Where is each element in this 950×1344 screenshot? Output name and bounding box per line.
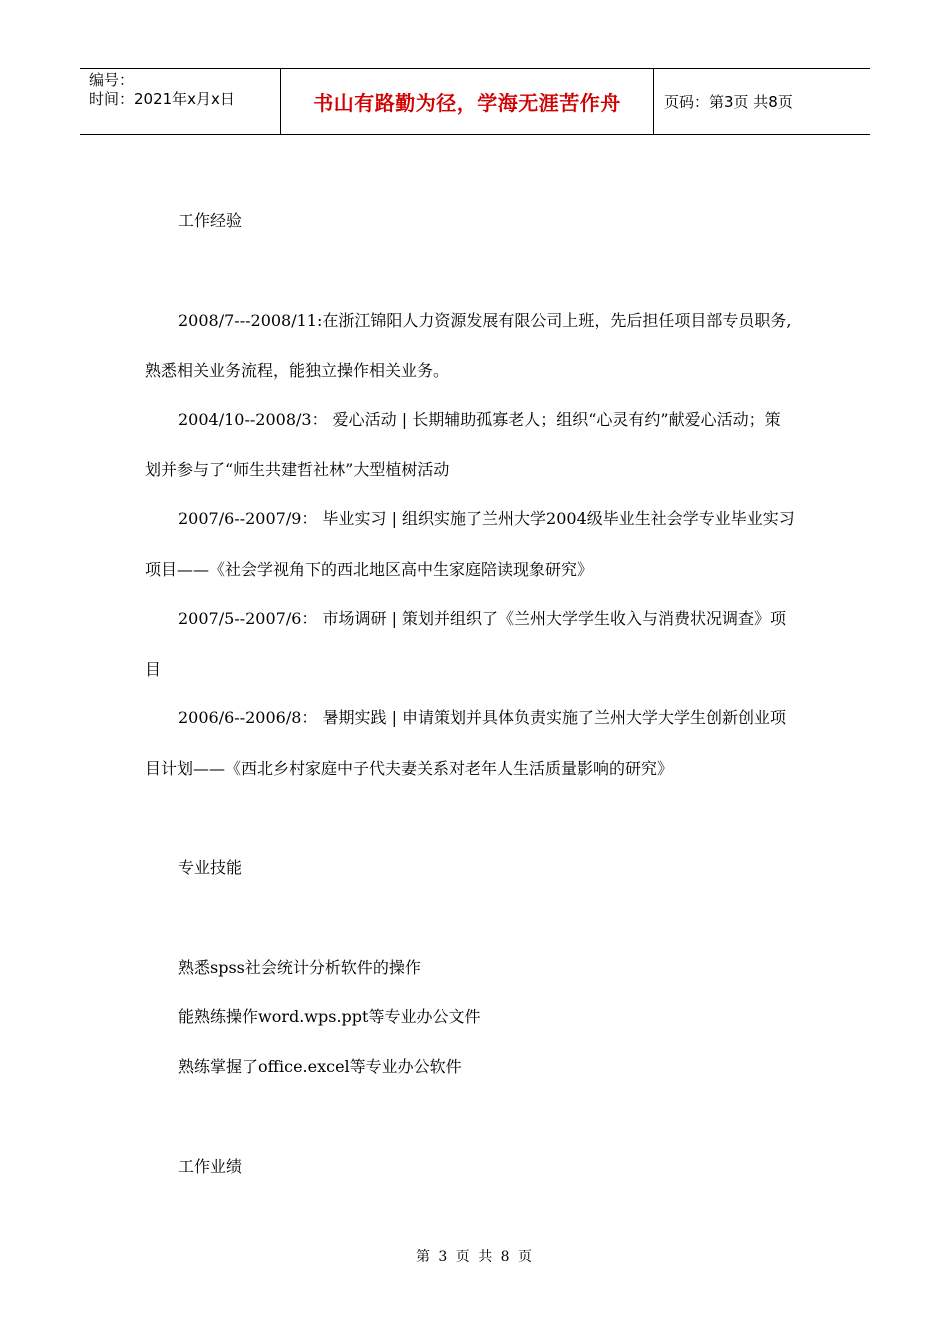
paragraph-line: 2004/10--2008/3： 爱心活动 | 长期辅助孤寡老人；组织“心灵有约”献爱心活动；策 bbox=[178, 410, 781, 429]
section-heading-achievements: 工作业绩 bbox=[178, 1157, 243, 1176]
header-page-info: 页码：第3页 共8页 bbox=[664, 93, 793, 111]
paragraph-line: 目计划——《西北乡村家庭中子代夫妻关系对老年人生活质量影响的研究》 bbox=[145, 759, 674, 778]
header-number-label: 编号： bbox=[89, 71, 135, 89]
paragraph-line: 目 bbox=[145, 660, 162, 679]
section-heading-work-experience: 工作经验 bbox=[178, 211, 243, 230]
paragraph-line: 熟悉相关业务流程，能独立操作相关业务。 bbox=[145, 361, 450, 380]
header-motto: 书山有路勤为径，学海无涯苦作舟 bbox=[281, 69, 654, 134]
skill-item: 熟练掌握了office.excel等专业办公软件 bbox=[178, 1057, 462, 1076]
paragraph-line: 2008/7---2008/11:在浙江锦阳人力资源发展有限公司上班，先后担任项目部专员职务, bbox=[178, 311, 792, 330]
paragraph-line: 2006/6--2006/8： 暑期实践 | 申请策划并具体负责实施了兰州大学大学生创新创业项 bbox=[178, 708, 787, 727]
document-header bbox=[80, 68, 870, 135]
page-footer: 第 3 页 共 8 页 bbox=[415, 1249, 535, 1265]
paragraph-line: 项目——《社会学视角下的西北地区高中生家庭陪读现象研究》 bbox=[145, 560, 594, 579]
skill-item: 熟悉spss社会统计分析软件的操作 bbox=[178, 958, 421, 977]
paragraph-line: 2007/6--2007/9： 毕业实习 | 组织实施了兰州大学2004级毕业生社会学专业毕业实习 bbox=[178, 509, 795, 528]
header-time-label: 时间：2021年x月x日 bbox=[89, 90, 235, 108]
section-heading-skills: 专业技能 bbox=[178, 858, 243, 877]
header-meta bbox=[80, 69, 281, 134]
paragraph-line: 划并参与了“师生共建哲社林”大型植树活动 bbox=[145, 460, 450, 479]
paragraph-line: 2007/5--2007/6： 市场调研 | 策划并组织了《兰州大学学生收入与消费状况调查》项 bbox=[178, 609, 787, 628]
skill-item: 能熟练操作word.wps.ppt等专业办公文件 bbox=[178, 1007, 481, 1026]
